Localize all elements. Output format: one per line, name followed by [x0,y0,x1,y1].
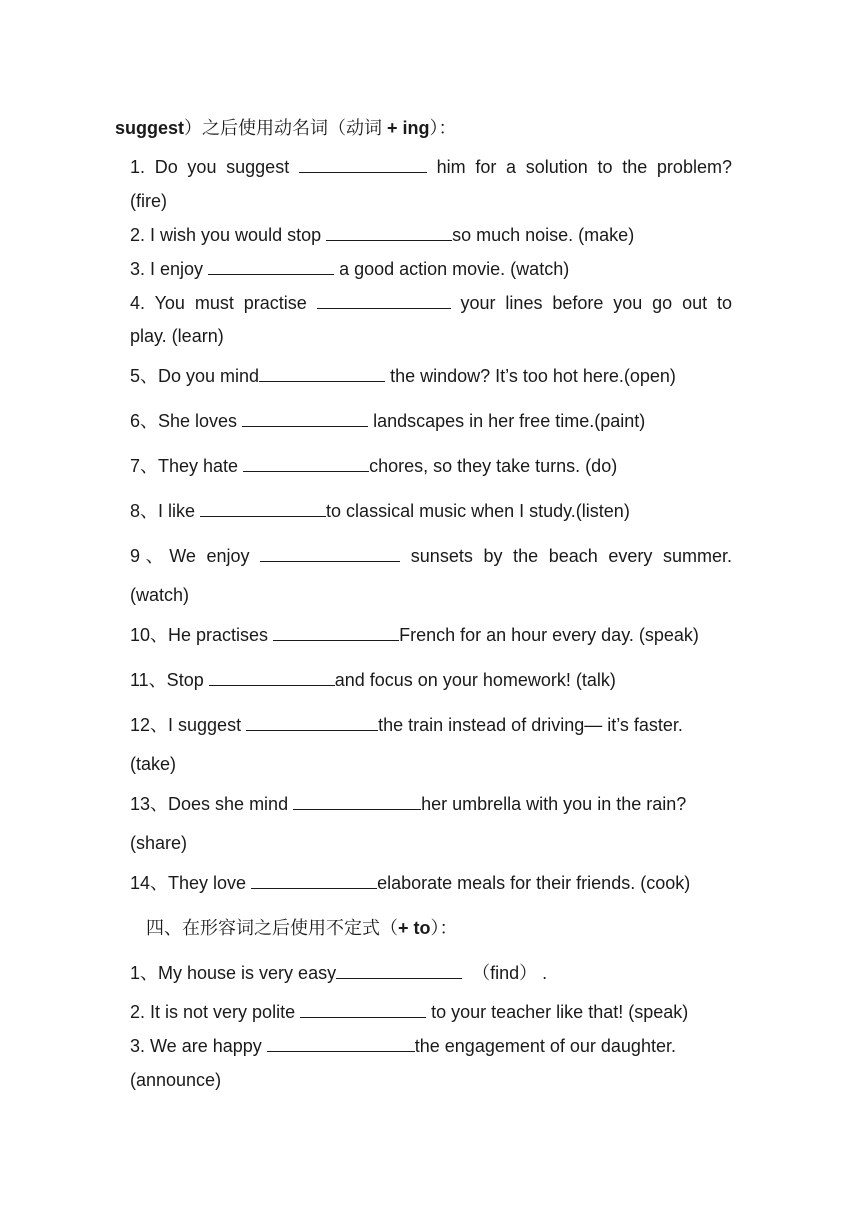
question-2 [130,224,732,246]
answer-blank[interactable] [242,410,368,427]
question-text: her umbrella with you in the rain? [421,794,687,814]
question-11 [130,669,732,691]
question-5 [130,365,732,387]
question-10 [130,624,732,646]
answer-blank[interactable] [273,624,399,641]
question-12-cont [130,753,732,775]
answer-blank[interactable] [208,258,334,275]
answer-blank[interactable] [200,500,326,517]
answer-blank[interactable] [336,962,462,979]
question-4 [130,292,732,314]
question-text: elaborate meals for their friends. (cook) [377,873,691,893]
s4-question-3-cont [130,1069,732,1091]
question-text: 9、We enjoy [130,546,250,566]
question-text: 1、My house is very easy [130,963,337,983]
question-12 [130,714,732,736]
question-text: 12、I suggest [130,715,242,735]
question-text: 1. Do you suggest [130,157,290,177]
question-8 [130,500,732,522]
question-text: 6、She loves [130,411,238,431]
question-4-cont [130,325,732,347]
heading-cn-text: ）之后使用动名词（动词 [184,118,383,138]
question-text: him for a solution to the problem? [436,157,732,177]
question-text: the engagement of our daughter. [414,1036,676,1056]
question-1-cont [130,190,732,212]
question-hint: （find） . [472,963,548,983]
question-text: 7、They hate [130,456,239,476]
s4-question-1 [130,962,732,984]
question-hint: play. (learn) [130,326,224,346]
question-text: the window? It’s too hot here.(open) [390,366,676,386]
question-text: 11、Stop [130,670,204,690]
heading-cn-text: 四、在形容词之后使用不定式（ [146,918,398,938]
answer-blank[interactable] [317,292,451,309]
section-3-heading [115,117,717,139]
question-13-cont [130,832,732,854]
heading-cn-text-end: ）： [430,918,458,938]
question-text: landscapes in her free time.(paint) [373,411,646,431]
question-text: 3. I enjoy [130,259,204,279]
answer-blank[interactable] [267,1035,415,1052]
question-text: your lines before you go out to [460,293,732,313]
question-text: and focus on your homework! (talk) [334,670,616,690]
question-13 [130,793,732,815]
answer-blank[interactable] [209,669,335,686]
answer-blank[interactable] [299,156,427,173]
answer-blank[interactable] [260,545,400,562]
question-text: 2. I wish you would stop [130,225,322,245]
heading-bold: + to [398,918,431,938]
question-9 [130,545,732,567]
question-6 [130,410,732,432]
question-text: 10、He practises [130,625,269,645]
heading-cn-text-end: ）： [429,118,457,138]
question-9-cont [130,584,732,606]
question-text: chores, so they take turns. (do) [369,456,618,476]
answer-blank[interactable] [293,793,421,810]
heading-bold-prefix: suggest [115,118,185,138]
question-text: sunsets by the beach every summer. [410,546,732,566]
answer-blank[interactable] [300,1001,426,1018]
question-text: 14、They love [130,873,247,893]
question-text: 13、Does she mind [130,794,289,814]
question-14 [130,872,732,894]
question-text: to classical music when I study.(listen) [326,501,630,521]
question-1 [130,156,732,178]
question-text: 2. It is not very polite [130,1002,296,1022]
answer-blank[interactable] [326,224,452,241]
question-text: to your teacher like that! (speak) [431,1002,689,1022]
section-4-heading [146,917,748,939]
question-text: a good action movie. (watch) [339,259,570,279]
question-hint: (share) [130,833,188,853]
s4-question-3 [130,1035,732,1057]
question-text: 4. You must practise [130,293,307,313]
s4-question-2 [130,1001,732,1023]
question-text: so much noise. (make) [452,225,635,245]
question-3 [130,258,732,280]
question-7 [130,455,732,477]
question-text: 8、I like [130,501,196,521]
question-text: 5、Do you mind [130,366,260,386]
answer-blank[interactable] [251,872,377,889]
answer-blank[interactable] [259,365,385,382]
question-hint: (watch) [130,585,190,605]
answer-blank[interactable] [246,714,378,731]
heading-bold-mid: + ing [382,118,430,138]
question-hint: (fire) [130,191,167,211]
answer-blank[interactable] [243,455,369,472]
question-text: the train instead of driving— it’s faster. [378,715,683,735]
question-hint: (announce) [130,1070,222,1090]
question-hint: (take) [130,754,177,774]
question-text: French for an hour every day. (speak) [399,625,699,645]
question-text: 3. We are happy [130,1036,262,1056]
